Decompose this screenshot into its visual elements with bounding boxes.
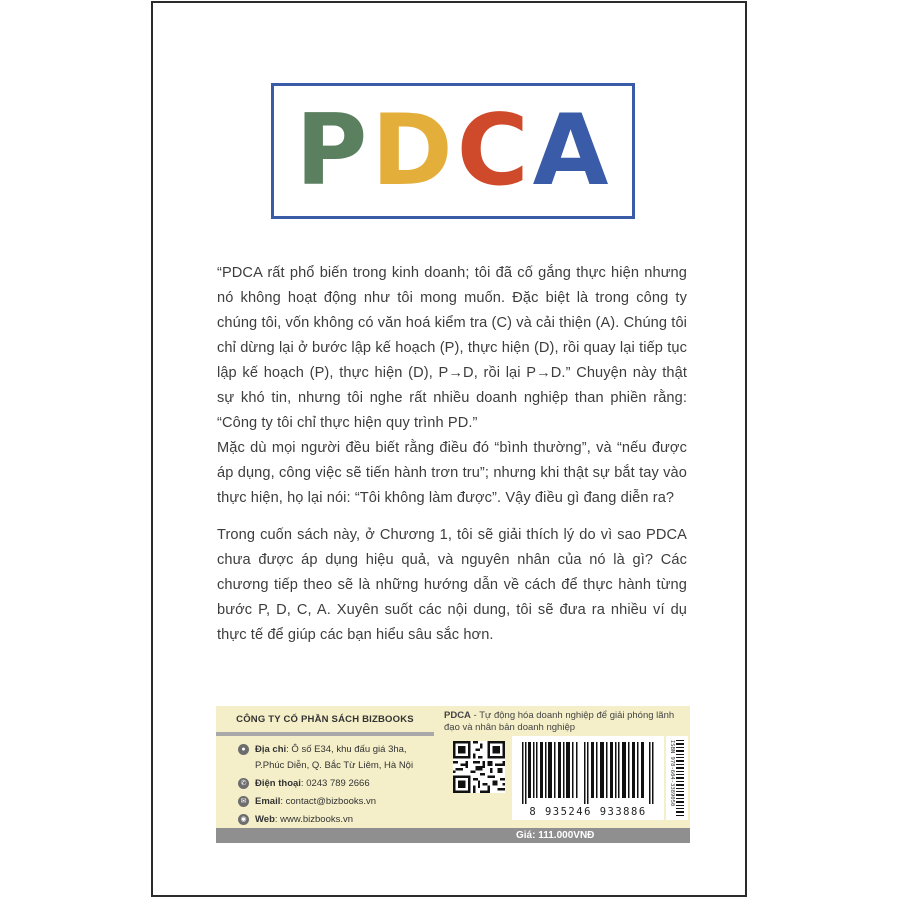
divider [216, 732, 434, 736]
title-letter-p: P [295, 94, 370, 208]
web-icon: ◉ [238, 814, 249, 825]
book-full-title: PDCA - Tự động hóa doanh nghiệp để giải phóng lãnh đạo và nhân bản doanh nghiệp [444, 710, 675, 733]
paragraph-summary: Trong cuốn sách này, ở Chương 1, tôi sẽ giải thích lý do vì sao PDCA chưa được áp dụng hiệu quả, và nguyên nhân của nó là gì? Các chương tiếp theo sẽ là những hướng dẫn về cách để thực hành từng bước P, D, C, A. Xuyên suốt các nội dung, tôi sẽ đưa ra nhiều ví dụ thực tế để giúp các bạn hiểu sâu sắc hơn. [217, 527, 687, 643]
email-icon: ✉ [238, 796, 249, 807]
qr-code-graphic [453, 741, 505, 793]
contact-phone: ✆ Điện thoại: 0243 789 2666 [238, 776, 434, 792]
location-icon: ● [238, 744, 249, 755]
publisher-name: CÔNG TY CỔ PHẦN SÁCH BIZBOOKS [236, 713, 414, 725]
barcode-graphic [518, 742, 658, 804]
barcode-number: 8 935246 933886 [529, 806, 647, 818]
contact-email: ✉ Email: contact@bizbooks.vn [238, 794, 434, 810]
contact-address: ● Địa chỉ: Ô số E34, khu đấu giá 3ha, P.Phúc Diễn, Q. Bắc Từ Liêm, Hà Nội [238, 742, 434, 774]
book-back-cover [151, 1, 747, 897]
title-letter-d: D [371, 94, 455, 208]
price-label: Giá: 111.000VNĐ [516, 830, 595, 841]
qr-code [453, 741, 505, 793]
phone-icon: ✆ [238, 778, 249, 789]
cover-title [295, 94, 611, 208]
title-letter-c: C [456, 94, 531, 208]
barcode [512, 736, 664, 820]
paragraph-quote: “PDCA rất phổ biến trong kinh doanh; tôi đã cố gắng thực hiện nhưng nó không hoạt động như tôi mong muốn. Đặc biệt là trong công ty chúng tôi, vốn không có văn hoá kiểm tra (C) và cải thiện (A). Chúng tôi chỉ dừng lại ở bước lập kế hoạch (P), thực hiện (D), rồi quay lại tiếp tục lập kế hoạch (P), thực hiện (D), P→D, rồi lại P→D.” Chuyện này thật sự khó tin, nhưng tôi nghe rất nhiều doanh nghiệp than phiền rằng: “Công ty tôi chỉ thực hiện quy trình PD.” [217, 265, 687, 431]
isbn-barcode [666, 736, 688, 820]
publisher-info-panel [216, 706, 690, 843]
svg-text:ISBN 978-604-3389050: ISBN 978-604-3389050 [669, 740, 675, 807]
paragraph-context: Mặc dù mọi người đều biết rằng điều đó “bình thường”, và “nếu được áp dụng, công việc sẽ tiến hành trơn tru”; nhưng khi thật sự bắt tay vào thực hiện, họ lại nói: “Tôi không làm được”. Vậy điều gì đang diễn ra? [217, 440, 687, 506]
isbn-vertical-graphic [666, 736, 688, 820]
title-letter-a: A [532, 94, 611, 208]
contact-list [238, 742, 434, 830]
price-bar [216, 828, 690, 843]
title-frame [271, 83, 635, 219]
contact-web: ◉ Web: www.bizbooks.vn [238, 812, 434, 828]
